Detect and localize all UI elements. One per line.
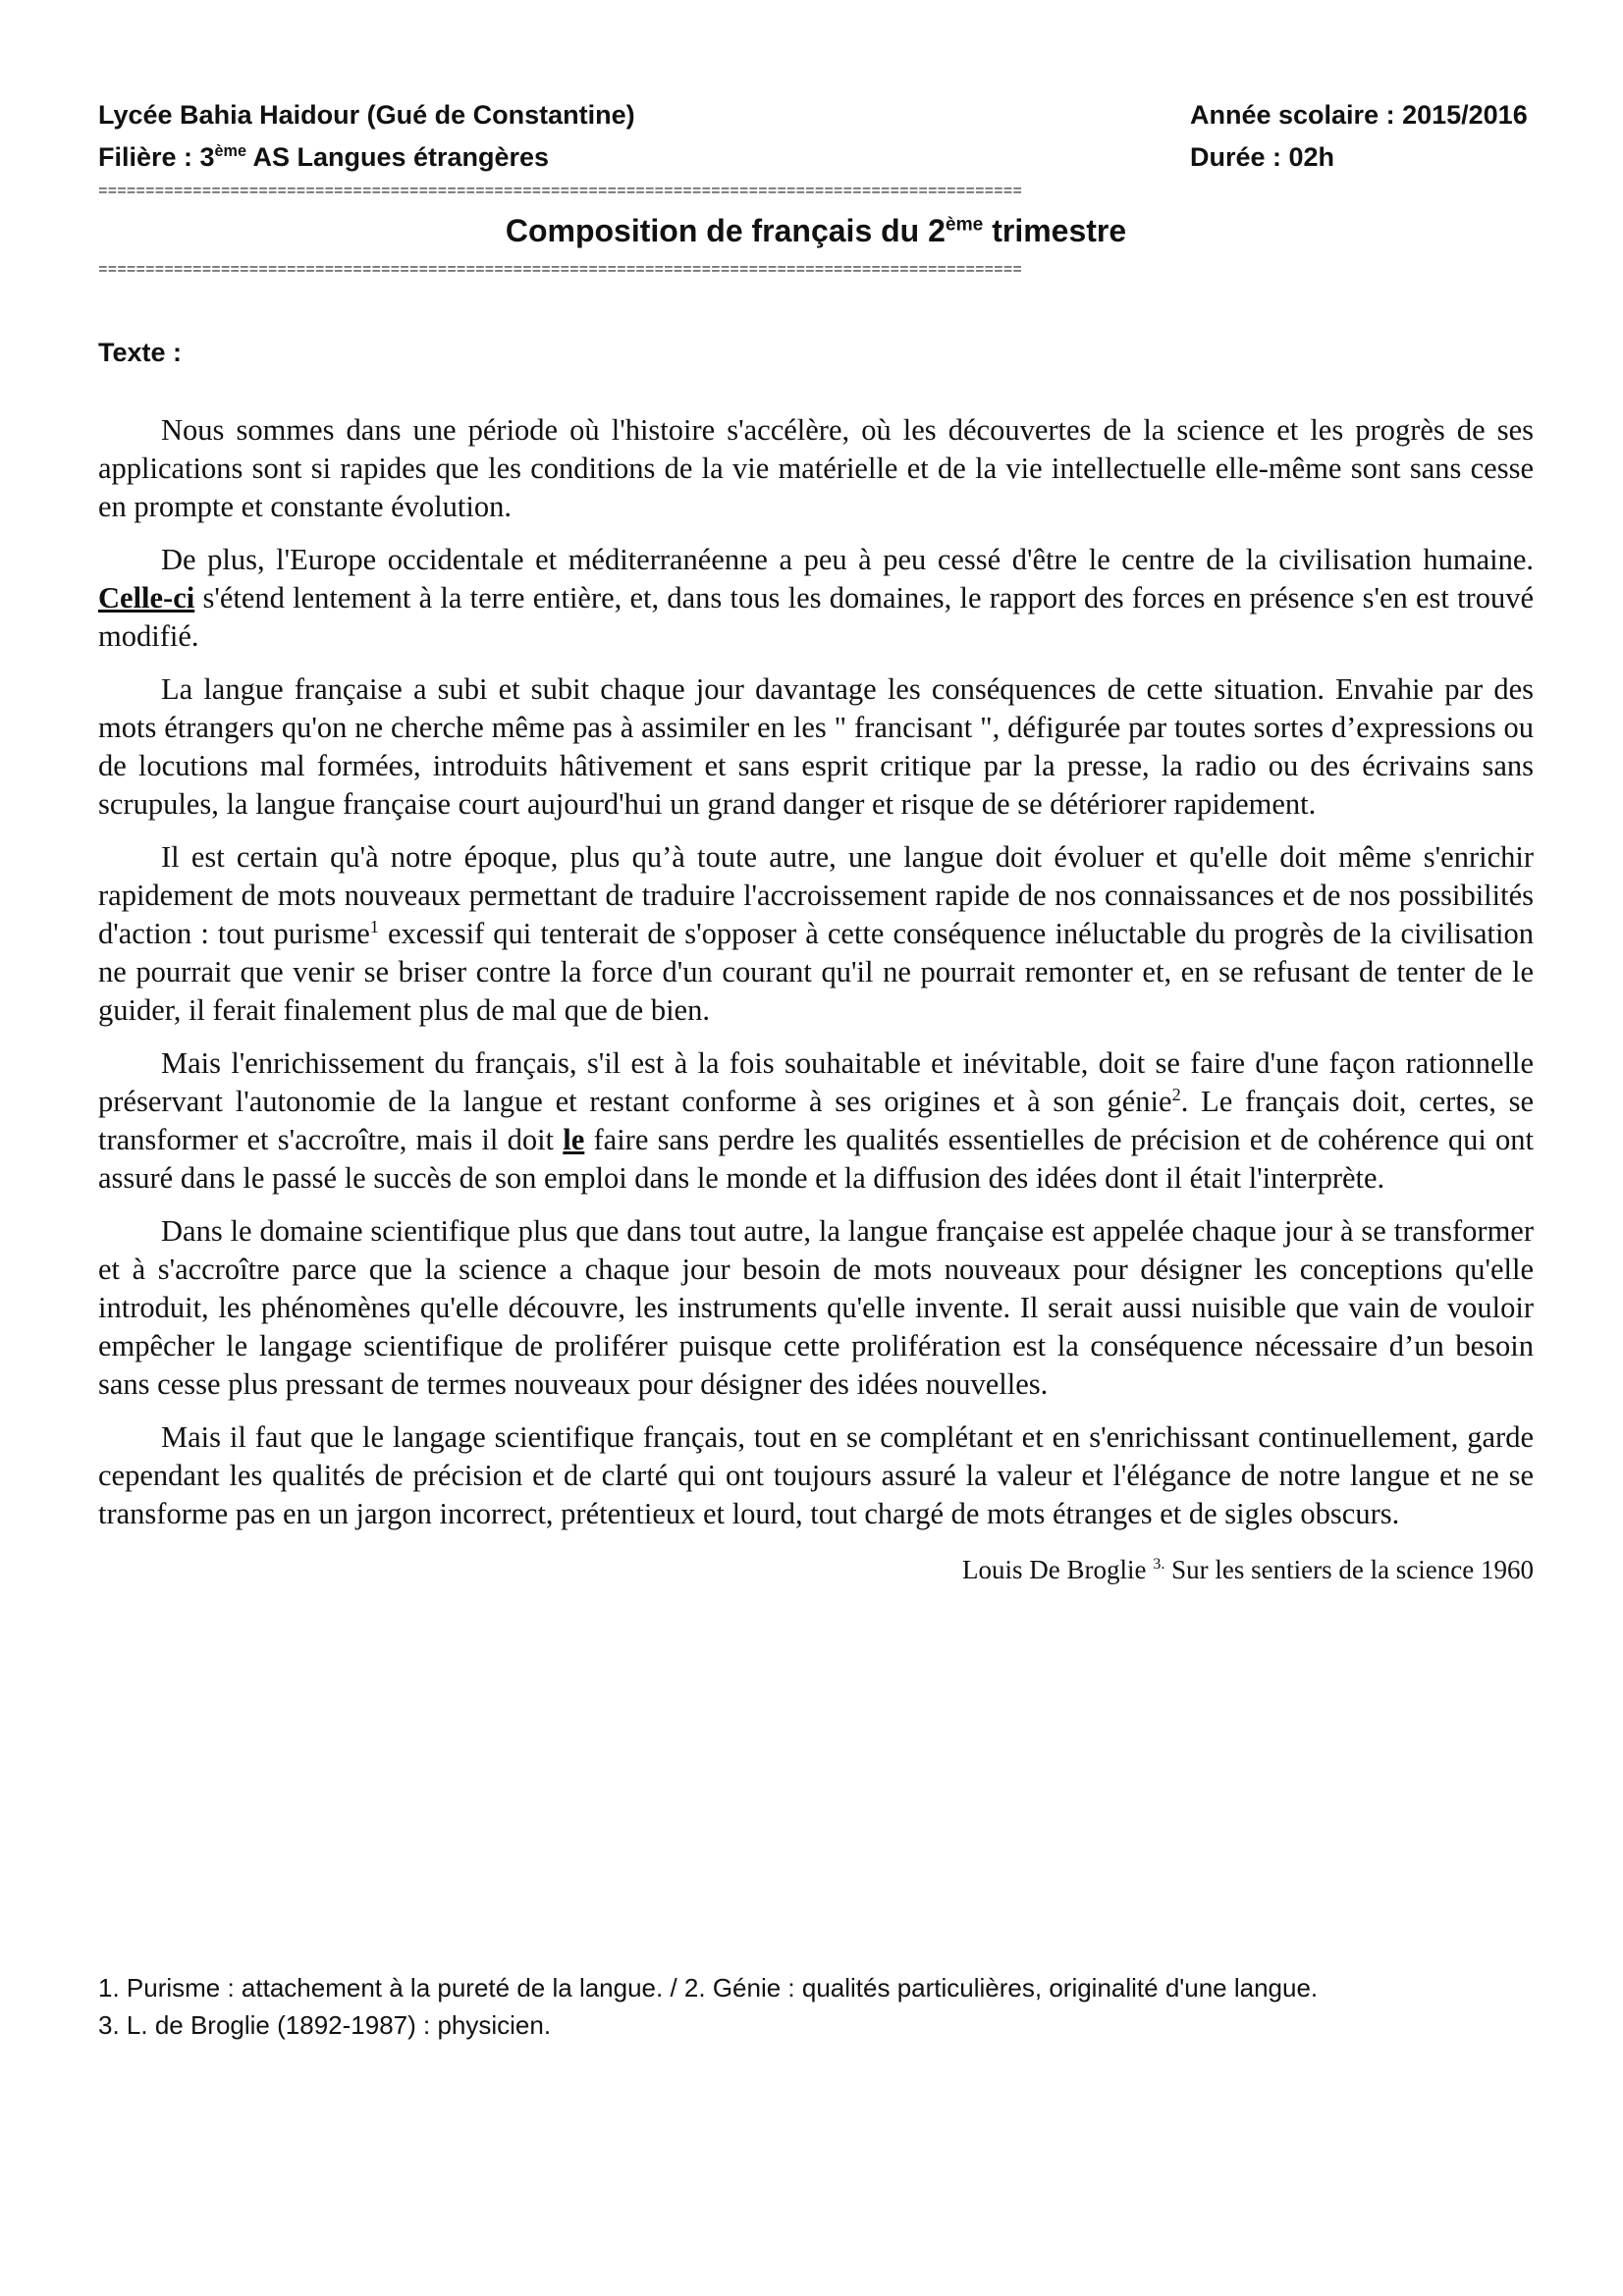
footnote-line-2: 3. L. de Broglie (1892-1987) : physicien. [98, 2010, 552, 2040]
separator-top: ================================================================================================== [98, 183, 1022, 200]
page-title: Composition de français du 2ème trimestre [505, 213, 1127, 248]
underlined-celle-ci: Celle-ci [98, 581, 195, 614]
header-row-2 [98, 136, 1534, 179]
paragraph-1: Nous sommes dans une période où l'histoire s'accélère, où les découvertes de la science et les progrès de ses applications sont si rapides que les conditions de la vie matérielle et de la vie intellectuelle elle-même sont sans cesse en prompte et constante évolution. [98, 413, 1534, 523]
footnote-line-1: 1. Purisme : attachement à la pureté de la langue. / 2. Génie : qualités particulières, originalité d'une langue. [98, 1973, 1319, 2002]
main-text [98, 411, 1534, 1533]
underlined-le: le [563, 1123, 585, 1156]
separator-bottom: ================================================================================================== [98, 261, 1022, 279]
footnotes [98, 1969, 1318, 2044]
exam-page [98, 94, 1534, 1585]
paragraph-3: La langue française a subi et subit chaque jour davantage les conséquences de cette situation. Envahie par des mots étrangers qu'on ne cherche même pas à assimiler en les " francisant ", défigurée par toutes sortes d’expressions ou de locutions mal formées, introduits hâtivement et sans esprit critique par la presse, la radio ou des écrivains sans scrupules, la langue française court aujourd'hui un grand danger et risque de se détériorer rapidement. [98, 672, 1534, 821]
paragraph-5: Mais l'enrichissement du français, s'il est à la fois souhaitable et inévitable, doit se faire d'une façon rationnelle préservant l'autonomie de la langue et restant conforme à ses origines et à son génie$^2$. Le français doit, certes, se transformer et s'accroître, mais il doit le faire sans perdre les qualités essentielles de précision et de cohérence qui ont assuré dans le passé le succès de son emploi dans le monde et la diffusion des idées dont il était l'interprète. [98, 1046, 1535, 1195]
paragraph-4: Il est certain qu'à notre époque, plus qu’à toute autre, une langue doit évoluer et qu'elle doit même s'enrichir rapidement de mots nouveaux permettant de traduire l'accroissement rapide de nos connaissances et de nos possibilités d'action : tout purisme$^1$ excessif qui tenterait de s'opposer à cette conséquence inéluctable du progrès de la civilisation ne pourrait que venir se briser contre la force d'un courant qu'il ne pourrait remonter et, en se refusant de tenter de le guider, il ferait finalement plus de mal que de bien. [98, 840, 1535, 1027]
texte-label: Texte : [98, 338, 183, 367]
source-citation: Louis De Broglie $^{3.}$ Sur les sentiers de la science 1960 [961, 1555, 1534, 1584]
header-row-1 [98, 94, 1534, 136]
duration: Durée : 02h [1190, 142, 1335, 172]
school-year: Année scolaire : 2015/2016 [1190, 100, 1528, 130]
paragraph-7: Mais il faut que le langage scientifique français, tout en se complétant et en s'enrichissant continuellement, garde cependant les qualités de précision et de clarté qui ont toujours assuré la valeur et l'élégance de notre langue et ne se transforme pas en un jargon incorrect, prétentieux et lourd, tout chargé de mots étranges et de sigles obscurs. [98, 1420, 1534, 1530]
paragraph-2: De plus, l'Europe occidentale et méditerranéenne a peu à peu cessé d'être le centre de la civilisation humaine. Celle-ci s'étend lentement à la terre entière, et, dans tous les domaines, le rapport des forces en présence s'en est trouvé modifié. [98, 543, 1534, 653]
filiere: Filière : 3ème AS Langues étrangères [98, 142, 550, 172]
school-name: Lycée Bahia Haidour (Gué de Constantine) [98, 100, 635, 130]
paragraph-6: Dans le domaine scientifique plus que dans tout autre, la langue française est appelée chaque jour à se transformer et à s'accroître parce que la science a chaque jour besoin de mots nouveaux pour désigner les conceptions qu'elle introduit, les phénomènes qu'elle découvre, les instruments qu'elle invente. Il serait aussi nuisible que vain de vouloir empêcher le langage scientifique de proliférer puisque cette prolifération est la conséquence nécessaire d’un besoin sans cesse plus pressant de termes nouveaux pour désigner des idées nouvelles. [98, 1214, 1534, 1401]
